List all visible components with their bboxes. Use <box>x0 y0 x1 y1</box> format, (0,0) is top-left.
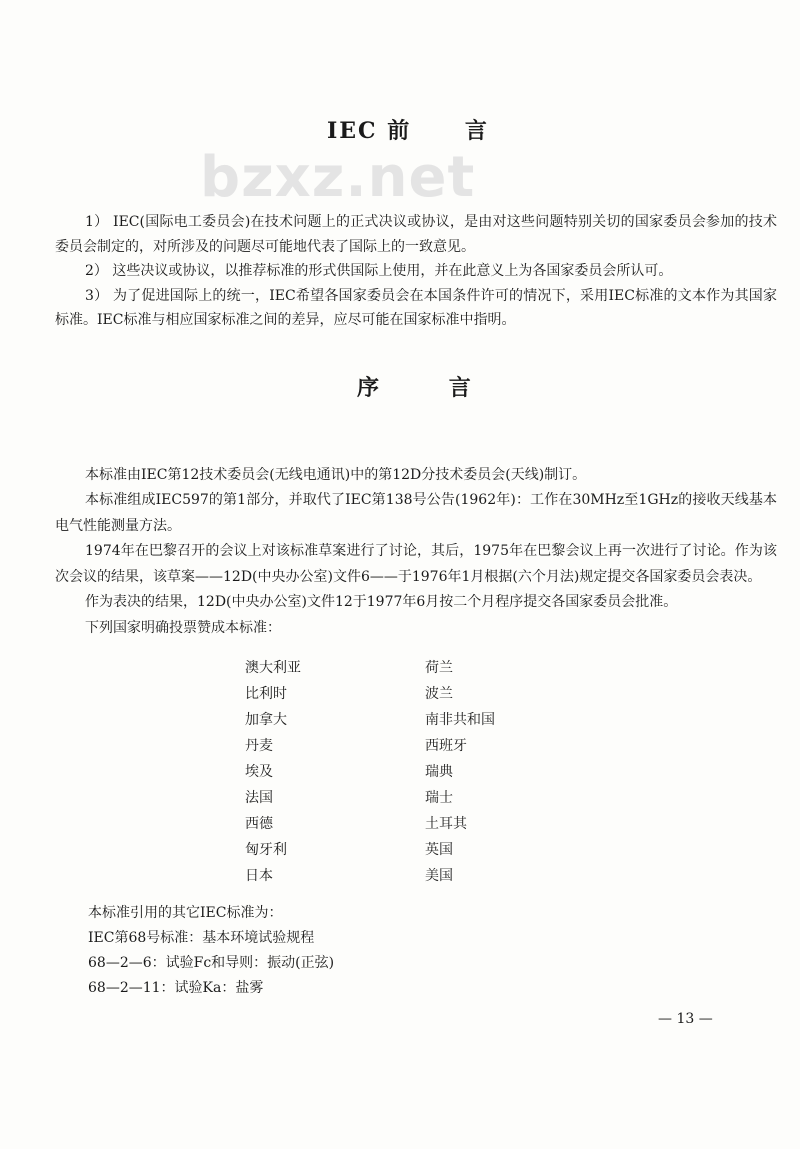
country: 丹麦 <box>245 738 273 754</box>
preface-paragraph: 下列国家明确投票赞成本标准： <box>85 619 281 636</box>
country: 土耳其 <box>425 816 467 832</box>
reference-line: 68—2—11：试验Ka：盐雾 <box>88 980 264 996</box>
countries-right-column <box>425 655 605 889</box>
preface-paragraph: 作为表决的结果，12D(中央办公室)文件12于1977年6月按二个月程序提交各国家委员会批准。 <box>85 594 678 610</box>
preface-paragraph: 本标准由IEC第12技术委员会(无线电通讯)中的第12D分技术委员会(天线)制订。 <box>85 466 587 483</box>
preface-title-left: 序 <box>357 374 382 401</box>
reference-line: 本标准引用的其它IEC标准为： <box>88 905 283 921</box>
country: 南非共和国 <box>425 712 495 728</box>
foreword-title-left: IEC 前 <box>327 118 412 144</box>
country: 瑞士 <box>425 790 453 806</box>
page-number: — 13 — <box>658 1011 713 1027</box>
foreword-title-right: 言 <box>464 118 489 144</box>
country: 匈牙利 <box>245 842 287 858</box>
country: 比利时 <box>245 686 287 702</box>
country: 西班牙 <box>425 738 467 754</box>
preface-title <box>357 373 777 403</box>
foreword-paragraph: 3） 为了促进国际上的统一，IEC希望各国家委员会在本国条件许可的情况下，采用IEC标准的文本作为其国家标准。IEC标准与相应国家标准之间的差异，应尽可能在国家标准中指明。 <box>55 287 777 328</box>
country: 瑞典 <box>425 764 453 780</box>
countries-left-column <box>245 655 425 889</box>
references <box>88 901 777 1001</box>
preface-body <box>55 463 777 642</box>
country: 西德 <box>245 816 273 832</box>
preface-paragraph: 本标准组成IEC597的第1部分，并取代了IEC第138号公告(1962年)：工作在30MHz至1GHz的接收天线基本电气性能测量方法。 <box>55 492 777 534</box>
country: 法国 <box>245 790 273 806</box>
country: 澳大利亚 <box>245 660 301 676</box>
country: 日本 <box>245 868 273 884</box>
preface-title-right: 言 <box>448 374 473 401</box>
country: 荷兰 <box>425 660 453 676</box>
countries-table <box>245 655 777 889</box>
country: 加拿大 <box>245 712 287 728</box>
foreword-paragraph: 1） IEC(国际电工委员会)在技术问题上的正式决议或协议，是由对这些问题特别关切的国家委员会参加的技术委员会制定的，对所涉及的问题尽可能地代表了国际上的一致意见。 <box>55 214 777 255</box>
preface-paragraph: 1974年在巴黎召开的会议上对该标准草案进行了讨论，其后，1975年在巴黎会议上再一次进行了讨论。作为该次会议的结果，该草案——12D(中央办公室)文件6——于1976年1月根据(六个月法)规定提交各国家委员会表决。 <box>55 543 777 585</box>
country: 波兰 <box>425 686 453 702</box>
country: 英国 <box>425 842 453 858</box>
reference-line: IEC第68号标准：基本环境试验规程 <box>88 930 315 946</box>
reference-line: 68—2—6：试验Fc和导则：振动(正弦) <box>88 955 335 971</box>
foreword-title <box>327 116 777 146</box>
watermark: bzxz.net <box>200 145 476 210</box>
foreword-paragraph: 2） 这些决议或协议，以推荐标准的形式供国际上使用，并在此意义上为各国家委员会所认可。 <box>85 263 673 279</box>
country: 美国 <box>425 868 453 884</box>
country: 埃及 <box>245 764 273 780</box>
